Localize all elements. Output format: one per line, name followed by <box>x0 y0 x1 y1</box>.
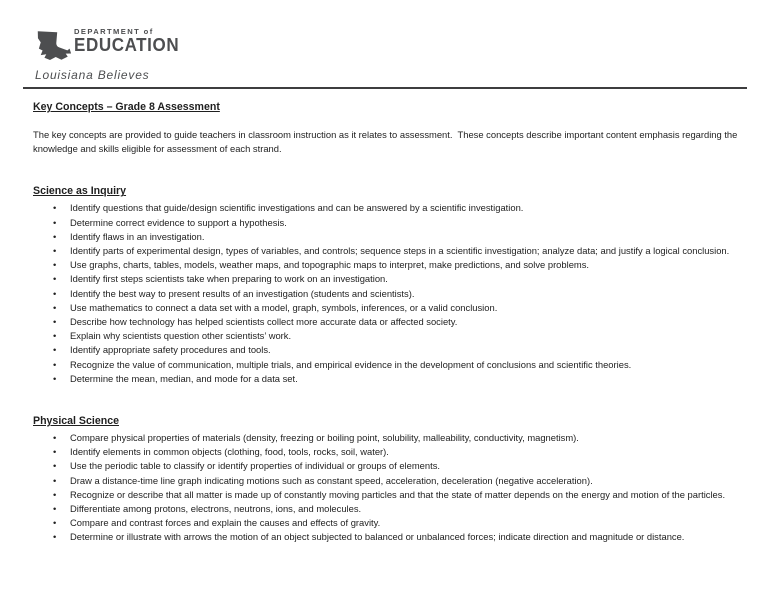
bullet-icon: • <box>53 372 57 384</box>
section-heading: Physical Science <box>33 415 119 428</box>
list-item <box>53 230 749 244</box>
list-item <box>53 287 749 301</box>
bullet-icon: • <box>53 344 57 356</box>
list-item-text: Identify questions that guide/design scientific investigations and can be answered by a scientific investigation. <box>70 202 524 214</box>
bullet-icon: • <box>53 259 57 271</box>
bullet-icon: • <box>53 330 57 342</box>
list-item-text: Identify the best way to present results of an investigation (students and scientists). <box>70 287 415 299</box>
list-item-text: Identify first steps scientists take when preparing to work on an investigation. <box>70 273 388 285</box>
page-title: Key Concepts – Grade 8 Assessment <box>33 101 220 113</box>
bullet-icon: • <box>53 316 57 328</box>
list-item-text: Determine the mean, median, and mode for a data set. <box>70 372 298 384</box>
list-item <box>53 201 749 215</box>
bullet-icon: • <box>53 287 57 299</box>
list-item <box>53 488 749 502</box>
bullet-icon: • <box>53 517 57 529</box>
list-item-text: Draw a distance-time line graph indicating motions such as constant speed, acceleration, deceleration (negative acceleration). <box>70 474 593 486</box>
section-physical-science <box>33 415 749 545</box>
bullet-list <box>33 201 749 386</box>
bullet-icon: • <box>53 273 57 285</box>
doe-logo <box>35 27 180 82</box>
bullet-icon: • <box>53 301 57 313</box>
section-science-as-inquiry <box>33 185 749 386</box>
list-item-text: Describe how technology has helped scientists collect more accurate data or affected society. <box>70 316 458 328</box>
list-item-text: Identify flaws in an investigation. <box>70 230 205 242</box>
bullet-list <box>33 431 749 545</box>
logo-tagline: Louisiana Believes <box>35 68 150 82</box>
bullet-icon: • <box>53 432 57 444</box>
intro-paragraph: The key concepts are provided to guide teachers in classroom instruction as it relates to assessment. These concepts describe important content emphasis regarding the knowledge and skills eligible for assessment of each strand. <box>33 129 740 155</box>
list-item <box>53 516 749 530</box>
section-heading: Science as Inquiry <box>33 185 127 198</box>
document-content <box>33 101 749 545</box>
bullet-icon: • <box>53 531 57 543</box>
list-item-text: Determine or illustrate with arrows the motion of an object subjected to balanced or unbalanced forces; indicate direction and magnitude or distance. <box>70 531 685 543</box>
list-item <box>53 216 749 230</box>
header-divider <box>23 87 747 89</box>
bullet-icon: • <box>53 446 57 458</box>
bullet-icon: • <box>53 230 57 242</box>
list-item-text: Use the periodic table to classify or identify properties of individual or groups of elements. <box>70 460 440 472</box>
list-item <box>53 445 749 459</box>
list-item <box>53 459 749 473</box>
list-item <box>53 329 749 343</box>
list-item <box>53 474 749 488</box>
list-item-text: Compare and contrast forces and explain the causes and effects of gravity. <box>70 517 381 529</box>
list-item <box>53 272 749 286</box>
bullet-icon: • <box>53 488 57 500</box>
list-item <box>53 343 749 357</box>
bullet-icon: • <box>53 474 57 486</box>
list-item <box>53 315 749 329</box>
list-item-text: Identify elements in common objects (clothing, food, tools, rocks, soil, water). <box>70 446 389 458</box>
list-item <box>53 258 749 272</box>
list-item-text: Identify appropriate safety procedures and tools. <box>70 344 271 356</box>
list-item <box>53 358 749 372</box>
logo-department-line: DEPARTMENT of <box>74 27 154 36</box>
list-item <box>53 530 749 544</box>
list-item-text: Recognize or describe that all matter is made up of constantly moving particles and that the state of matter depends on the energy and motion of the particles. <box>70 488 726 500</box>
bullet-icon: • <box>53 245 57 257</box>
bullet-icon: • <box>53 216 57 228</box>
list-item-text: Use mathematics to connect a data set with a model, graph, symbols, inferences, or a valid conclusion. <box>70 301 498 313</box>
list-item-text: Recognize the value of communication, multiple trials, and empirical evidence in the development of conclusions and scientific theories. <box>70 358 632 370</box>
list-item <box>53 244 749 258</box>
bullet-icon: • <box>53 202 57 214</box>
list-item-text: Differentiate among protons, electrons, neutrons, ions, and molecules. <box>70 503 362 515</box>
list-item-text: Compare physical properties of materials (density, freezing or boiling point, solubility, malleability, conductivity, magnetism). <box>70 432 579 444</box>
list-item <box>53 301 749 315</box>
logo-education-line: EDUCATION <box>74 34 180 56</box>
list-item <box>53 372 749 386</box>
list-item-text: Identify parts of experimental design, types of variables, and controls; sequence steps in a scientific investigation; analyze data; and justify a logical conclusion. <box>70 245 730 257</box>
list-item-text: Explain why scientists question other scientists’ work. <box>70 330 292 342</box>
bullet-icon: • <box>53 460 57 472</box>
doe-logo-text <box>74 27 180 56</box>
list-item <box>53 431 749 445</box>
bullet-icon: • <box>53 503 57 515</box>
bullet-icon: • <box>53 358 57 370</box>
list-item-text: Determine correct evidence to support a hypothesis. <box>70 216 287 228</box>
louisiana-state-icon <box>35 29 72 65</box>
list-item-text: Use graphs, charts, tables, models, weather maps, and topographic maps to interpret, make predictions, and solve problems. <box>70 259 590 271</box>
list-item <box>53 502 749 516</box>
